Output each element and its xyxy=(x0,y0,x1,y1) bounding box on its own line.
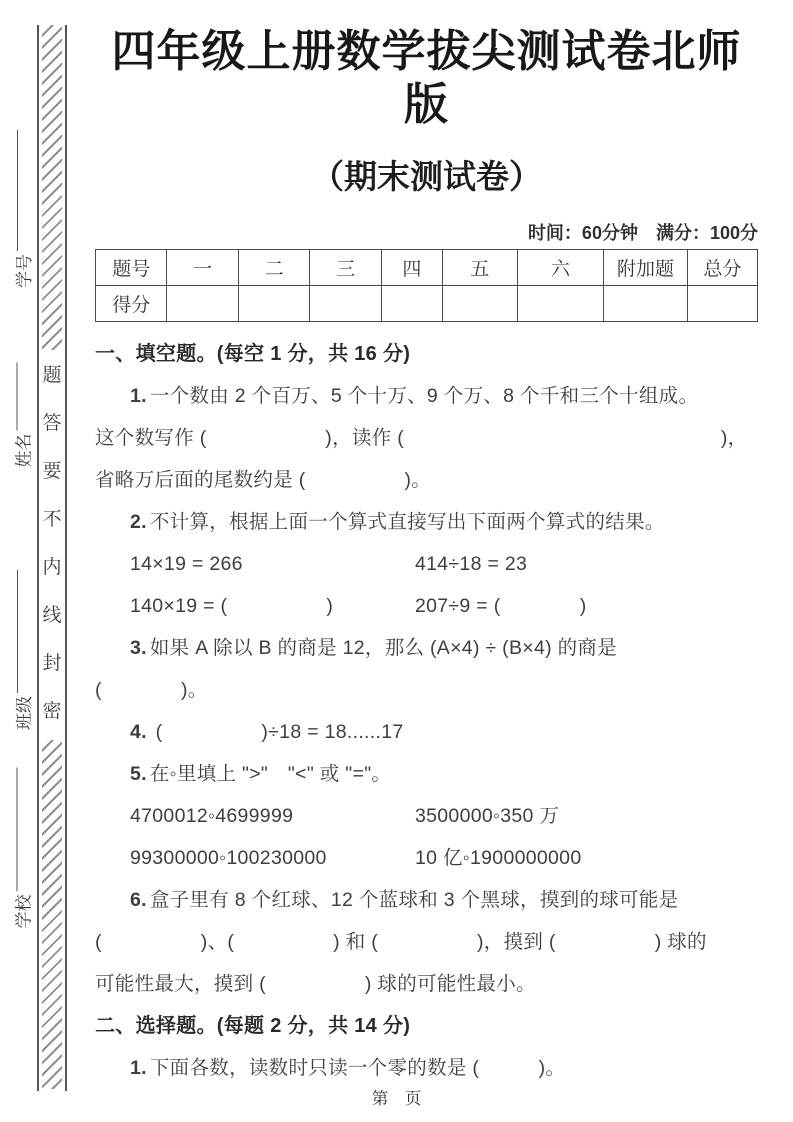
s2-q1-number: 1. xyxy=(130,1057,147,1080)
q3-line-2: ( )。 xyxy=(95,679,208,702)
q6-number: 6. xyxy=(130,889,147,912)
blank-equation-1: 140×19 = ( ) xyxy=(130,595,334,618)
q2-equations-row-1 xyxy=(95,543,758,585)
score-row-label: 得分 xyxy=(96,286,167,322)
score-cell xyxy=(687,286,757,322)
student-id-label: 学号 xyxy=(14,254,34,288)
exam-meta: 时间：60分钟 满分：100分 xyxy=(527,223,758,244)
q3-text-1: 如果 A 除以 B 的商是 12，那么 (A×4) ÷ (B×4) 的商是 xyxy=(149,637,618,660)
score-table-header-cell: 二 xyxy=(238,250,309,286)
compare-pair-3: 99300000◦100230000 xyxy=(130,847,327,870)
name-blank-line xyxy=(17,363,18,431)
class-label: 班级 xyxy=(14,696,34,730)
content-area xyxy=(95,0,758,1089)
q5-number: 5. xyxy=(130,763,147,786)
q2-line-1 xyxy=(95,501,758,543)
page-subtitle: （期末测试卷） xyxy=(311,157,542,195)
school-blank-line xyxy=(17,768,18,892)
q6-line-1 xyxy=(95,879,758,921)
score-cell xyxy=(381,286,442,322)
s2-q1-text-1: 下面各数，读数时只读一个零的数是 ( )。 xyxy=(149,1057,566,1080)
score-table-header-cell: 附加题 xyxy=(604,250,687,286)
score-table-score-row xyxy=(96,286,758,322)
q6-text-1: 盒子里有 8 个红球、12 个蓝球和 3 个黑球，摸到的球可能是 xyxy=(149,889,679,912)
compare-pair-1: 4700012◦4699999 xyxy=(130,805,294,828)
q6-line-3: 可能性最大，摸到 ( ) 球的可能性最小。 xyxy=(95,973,536,996)
q1-line-2: 这个数写作 ( )，读作 ( )， xyxy=(95,427,748,450)
q3-line-1 xyxy=(95,627,758,669)
s2-q1-line-1 xyxy=(95,1047,758,1089)
given-equation-2: 414÷18 = 23 xyxy=(415,553,528,576)
q1-line-1 xyxy=(95,375,758,417)
seal-strip xyxy=(37,25,67,1091)
q6-line-2: ( )、( ) 和 ( )，摸到 ( ) 球的 xyxy=(95,931,707,954)
score-table-header-cell: 四 xyxy=(381,250,442,286)
q2-equations-row-2 xyxy=(95,585,758,627)
q5-text-1: 在◦里填上 ">" "<" 或 "="。 xyxy=(149,763,392,786)
compare-pair-2: 3500000◦350 万 xyxy=(415,805,560,828)
score-cell xyxy=(310,286,381,322)
section-1-heading: 一、填空题。(每空 1 分，共 16 分) xyxy=(95,343,411,366)
q2-number: 2. xyxy=(130,511,147,534)
q1-number: 1. xyxy=(130,385,147,408)
score-table-header-cell: 三 xyxy=(310,250,381,286)
compare-pair-4: 10 亿◦1900000000 xyxy=(415,847,582,870)
field-group-class xyxy=(7,570,37,730)
score-table-header-cell: 五 xyxy=(442,250,517,286)
field-group-name xyxy=(7,363,37,468)
q1-line-3: 省略万后面的尾数约是 ( )。 xyxy=(95,469,432,492)
q4-number: 4. xyxy=(130,721,147,744)
score-table-header-cell: 题号 xyxy=(96,250,167,286)
score-table-header-row xyxy=(96,250,758,286)
section-2-heading: 二、选择题。(每题 2 分，共 14 分) xyxy=(95,1015,411,1038)
page-footer: 第 页 xyxy=(371,1090,422,1108)
q1-text-1: 一个数由 2 个百万、5 个十万、9 个万、8 个千和三个十组成。 xyxy=(149,385,699,408)
seal-hatch-top xyxy=(42,25,62,350)
score-table-header-cell: 总分 xyxy=(687,250,757,286)
score-table-header-cell: 六 xyxy=(517,250,604,286)
score-cell xyxy=(517,286,604,322)
page-title: 四年级上册数学拔尖测试卷北师版 xyxy=(111,27,742,129)
seal-line-text: 题答要不内线封密 xyxy=(42,365,62,722)
score-cell xyxy=(442,286,517,322)
q4-text-1: ( )÷18 = 18......17 xyxy=(149,721,404,744)
field-group-student-id xyxy=(7,130,37,288)
q5-compare-row-1 xyxy=(95,795,758,837)
q2-text-1: 不计算，根据上面一个算式直接写出下面两个算式的结果。 xyxy=(149,511,665,534)
student-id-blank-line xyxy=(17,130,18,251)
given-equation-1: 14×19 = 266 xyxy=(130,553,243,576)
school-label: 学校 xyxy=(14,894,33,929)
score-cell xyxy=(604,286,687,322)
q5-compare-row-2 xyxy=(95,837,758,879)
blank-equation-2: 207÷9 = ( ) xyxy=(415,595,587,618)
questions-body xyxy=(95,333,758,1089)
seal-hatch-bottom xyxy=(42,740,62,1089)
score-cell xyxy=(238,286,309,322)
name-label: 姓名 xyxy=(14,433,33,468)
score-table xyxy=(95,249,758,322)
field-group-school xyxy=(7,768,37,929)
q3-number: 3. xyxy=(130,637,147,660)
q5-line-1 xyxy=(95,753,758,795)
score-table-header-cell: 一 xyxy=(167,250,238,286)
score-cell xyxy=(167,286,238,322)
class-blank-line xyxy=(17,570,18,693)
q4-line-1 xyxy=(95,711,758,753)
